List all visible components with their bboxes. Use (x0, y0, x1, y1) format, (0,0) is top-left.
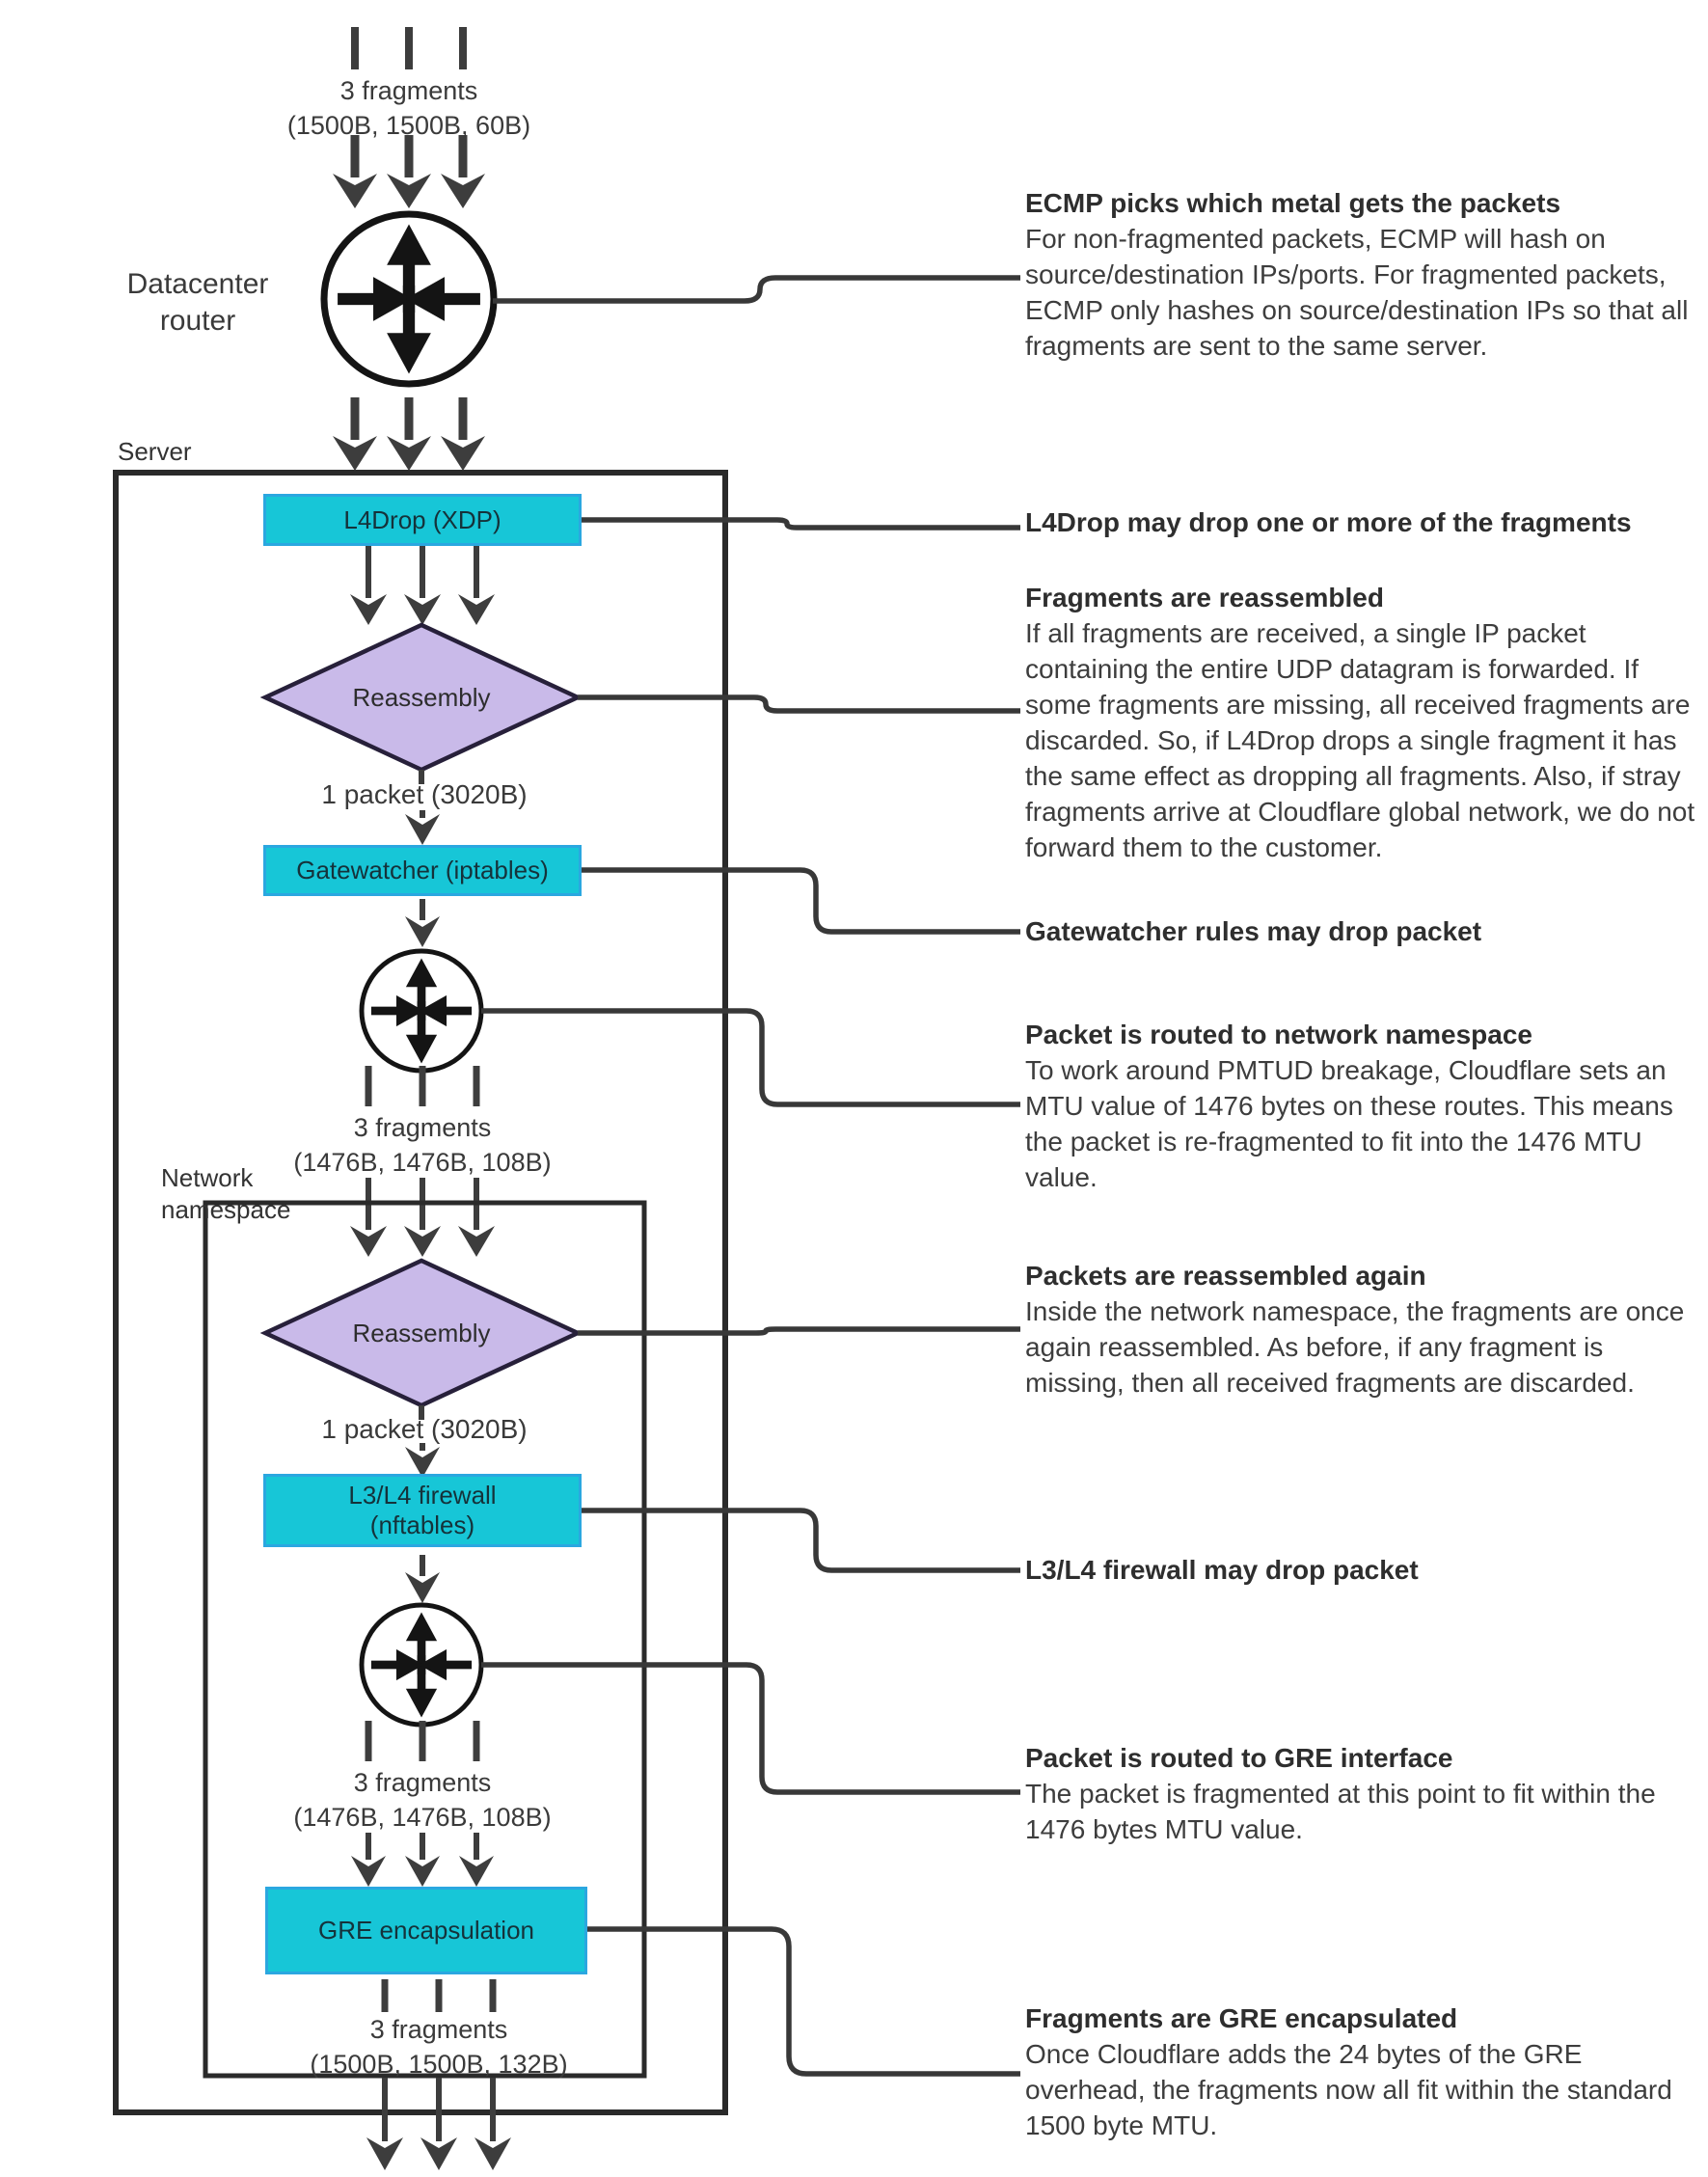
network-namespace-label-line2: namespace (161, 1195, 291, 1224)
connector-gre (587, 1929, 1020, 2074)
fragment-bars-out (382, 1979, 497, 2012)
network-namespace-label-line1: Network (161, 1163, 254, 1192)
arrows-into-gre (351, 1833, 494, 1887)
arrows-into-router (333, 135, 485, 208)
annotation-gatewatcher (1025, 913, 1700, 949)
fragment-bars-low (366, 1721, 480, 1761)
route-lookup-icon-2 (362, 1605, 481, 1725)
annotation-heading: Fragments are GRE encapsulated (1025, 2003, 1458, 2033)
annotation-heading: Fragments are reassembled (1025, 583, 1384, 612)
annotation-body: Inside the network namespace, the fragments are once again reassembled. As before, if any fragment is missing, then all received fragments are discarded. (1025, 1296, 1685, 1398)
gatewatcher-label: Gatewatcher (iptables) (296, 856, 549, 884)
firewall-label: L3/L4 firewall (348, 1481, 497, 1510)
connector-reassembly-1 (578, 697, 1020, 711)
connector-l4drop (582, 520, 1020, 528)
annotation-gre-encapsulated (1025, 2000, 1700, 2143)
gre-label: GRE encapsulation (317, 1916, 535, 1945)
datacenter-router-label-line2: router (159, 305, 236, 337)
annotation-body: For non-fragmented packets, ECMP will hash on source/destination IPs/ports. For fragmented packets, ECMP only hashes on source/destination IPs so that all fragments are sent to the same server. (1025, 224, 1689, 361)
annotation-l4drop (1025, 504, 1700, 540)
arrow-firewall-to-router (405, 1555, 440, 1603)
connector-firewall (582, 1510, 1020, 1570)
connector-ecmp (493, 278, 1020, 301)
annotation-heading: Packet is routed to GRE interface (1025, 1743, 1453, 1773)
annotation-heading: ECMP picks which metal gets the packets (1025, 188, 1561, 218)
arrows-l4drop-to-reassembly (350, 546, 495, 625)
connector-gatewatcher (582, 870, 1020, 932)
annotation-ecmp (1025, 185, 1700, 364)
connector-route-ns (481, 1011, 1020, 1104)
top-fragments-title: 3 fragments (339, 76, 478, 105)
annotation-heading: Packet is routed to network namespace (1025, 1020, 1532, 1049)
fragment-bars-mid (366, 1066, 480, 1106)
incoming-fragment-bars (351, 27, 467, 69)
fragments-out-title: 3 fragments (369, 2015, 508, 2044)
fragments-low-sizes: (1476B, 1476B, 108B) (293, 1803, 552, 1832)
fragments-low-title: 3 fragments (353, 1768, 492, 1797)
fragments-out-sizes: (1500B, 1500B, 132B) (310, 2050, 568, 2079)
firewall-sublabel: (nftables) (369, 1510, 475, 1539)
gatewatcher-node (263, 845, 582, 896)
arrows-router-to-server (333, 397, 485, 471)
route-lookup-icon-1 (362, 951, 481, 1071)
annotation-heading: L4Drop may drop one or more of the fragments (1025, 507, 1632, 537)
datacenter-router-icon (324, 214, 494, 384)
arrow-gatewatcher-to-router (405, 899, 440, 947)
firewall-node (263, 1474, 582, 1547)
annotation-body: The packet is fragmented at this point to fit within the 1476 bytes MTU value. (1025, 1779, 1656, 1844)
exit-arrows (366, 2078, 511, 2170)
annotation-firewall (1025, 1552, 1700, 1588)
reassembly-server-label: Reassembly (352, 683, 491, 712)
annotation-reassembled (1025, 580, 1700, 865)
annotation-body: If all fragments are received, a single IP packet containing the entire UDP datagram is forwarded. If some fragments are missing, all received fragments are discarded. So, if L4Drop drops a single fragment it has the same effect as dropping all fragments. Also, if stray fragments arrive at Cloudflare global network, we do not forward them to the customer. (1025, 618, 1695, 862)
server-label: Server (118, 437, 192, 466)
fragments-mid-sizes: (1476B, 1476B, 108B) (293, 1148, 552, 1177)
packet-namespace-label: 1 packet (3020B) (321, 1414, 528, 1444)
gre-node (265, 1887, 587, 1974)
reassembly-namespace-label: Reassembly (352, 1319, 491, 1347)
annotation-body: Once Cloudflare adds the 24 bytes of the GRE overhead, the fragments now all fit within the standard 1500 byte MTU. (1025, 2039, 1672, 2140)
arrows-into-namespace (350, 1178, 495, 1257)
annotation-heading: L3/L4 firewall may drop packet (1025, 1555, 1419, 1585)
annotation-body: To work around PMTUD breakage, Cloudflare sets an MTU value of 1476 bytes on these routes. This means the packet is re-fragmented to fit into the 1476 MTU value. (1025, 1055, 1673, 1192)
fragments-mid-title: 3 fragments (353, 1113, 492, 1142)
top-fragments-sizes: (1500B, 1500B, 60B) (286, 111, 531, 140)
packet-server-label: 1 packet (3020B) (321, 779, 528, 809)
annotation-reassembled-again (1025, 1258, 1700, 1401)
annotation-heading: Packets are reassembled again (1025, 1261, 1426, 1291)
arrow-packet-to-gatewatcher (405, 810, 440, 845)
l4drop-node (263, 494, 582, 546)
annotation-routed-namespace (1025, 1017, 1700, 1195)
annotation-routed-gre (1025, 1740, 1700, 1847)
datacenter-router-label-line1: Datacenter (126, 268, 269, 300)
l4drop-label: L4Drop (XDP) (343, 504, 502, 534)
arrow-packet-to-firewall (405, 1443, 440, 1478)
annotation-heading: Gatewatcher rules may drop packet (1025, 916, 1482, 946)
